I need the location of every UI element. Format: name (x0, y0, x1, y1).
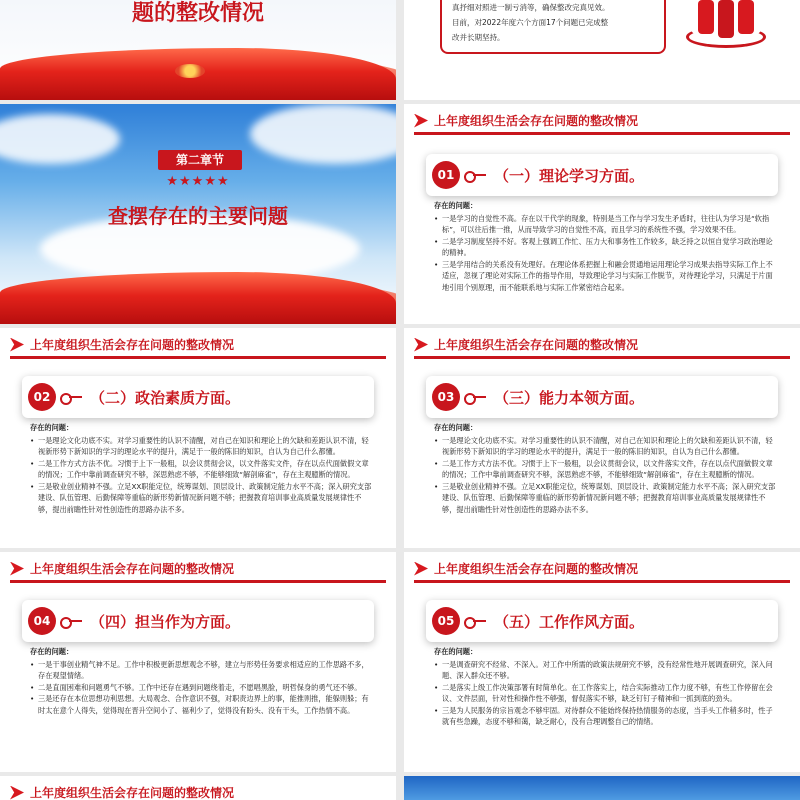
arrow-icon (414, 338, 428, 352)
list-item: • 二是学习制度坚持不好。客观上强调工作忙、压力大和事务性工作较多，缺乏持之以恒自觉学习政治理论的精神。 (434, 236, 778, 259)
slide-partial-bottom (0, 776, 396, 800)
section-card (426, 376, 778, 418)
list-item: • 二是落实上级工作决策部署有时简单化。在工作落实上，结合实际推动工作力度不够，有些工作停留在会议、文件层面，针对性和操作性不够强，督促落实不够，缺乏钉钉子精神和一抓到底的劲头。 (434, 682, 778, 705)
section-body (30, 422, 374, 515)
section-number: 03 (432, 383, 460, 411)
arrow-icon (414, 114, 428, 128)
body-lead: 存在的问题： (434, 647, 478, 656)
list-item: • 一是学习的自觉性不高。存在以干代学的现象，特别是当工作与学习发生矛盾时，往往认为学习是“软指标”，可以往后推一推，从而导致学习的自觉性不高，而且学习的系统性不强，学习效果不佳。 (434, 213, 778, 236)
section-number: 04 (28, 607, 56, 635)
slide-section-03 (404, 328, 800, 548)
flower-decoration (175, 64, 205, 78)
connector-icon (60, 392, 82, 402)
list-item: • 二是直面困难和问题勇气不够。工作中还存在遇到问题绕着走，不愿唱黑脸，明哲保身的勇气还不够。 (30, 682, 374, 694)
slide-header-title: 上年度组织生活会存在问题的整改情况 (30, 786, 235, 800)
slide-summary-partial (404, 0, 800, 100)
list-item: • 三是为人民服务的宗旨观念不够牢固。对待群众不能始终保持热情服务的态度，当手头工作稍多时，性子就有些急躁，态度不够和蔼，缺乏耐心，没有合理调整自己的情绪。 (434, 705, 778, 728)
section-card (22, 600, 374, 642)
connector-icon (464, 616, 486, 626)
arrow-icon (10, 786, 24, 800)
list-item: • 三是还存在本位思想功利思想。大局观念、合作意识不强，对职责边界上的事，能推则推，能躲则躲；有时太在意个人得失，觉得现在晋升空间小了、福利少了，觉得没有盼头、没有干头，工作热情不高。 (30, 693, 374, 716)
arrow-icon (414, 562, 428, 576)
section-number: 05 (432, 607, 460, 635)
list-item: • 一是理论文化功底不实。对学习重要性的认识不清醒，对自己在知识和理论上的欠缺和差距认识不清，轻视新形势下新知识的学习的理论水平的提升，满足于一般的陈旧的知识，自认为自己什么都懂。 (30, 435, 374, 458)
section-title: （二）政治素质方面。 (90, 388, 241, 407)
list-item: • 二是工作方式方法不优。习惯于上下一般粗，以会议贯彻会议，以文件落实文件，存在以点代面做假文章的情况；工作中靠前调查研究不够，深思熟虑不够，不能够细致“解剖麻雀”，存在主观臆断的情况。 (434, 458, 778, 481)
connector-icon (60, 616, 82, 626)
list-item: • 一是调查研究不经常、不深入。对工作中所需的政策法规研究不够，没有经常性地开展调查研究，深入问题、深入群众还不够。 (434, 659, 778, 682)
summary-line: 真抒细对照进一制亏消等，确保整改完真见效。 (452, 3, 610, 12)
stars-decoration: ★★★★★ (166, 174, 230, 189)
body-lead: 存在的问题： (434, 423, 478, 432)
section-title: （三）能力本领方面。 (494, 388, 645, 407)
summary-box (440, 0, 666, 54)
section-title: （五）工作作风方面。 (494, 612, 645, 631)
slide-section-04 (0, 552, 396, 772)
slide-section-02 (0, 328, 396, 548)
summary-line: 目前，对2022年度六个方面17个问题已完成整 (452, 18, 609, 27)
arrow-icon (10, 562, 24, 576)
connector-icon (464, 392, 486, 402)
section-card (426, 154, 778, 196)
slide-section-05 (404, 552, 800, 772)
body-lead: 存在的问题： (434, 201, 478, 210)
chapter-title: 查摆存在的主要问题 (108, 204, 288, 228)
slide-section-01 (404, 104, 800, 324)
slide-header-title: 上年度组织生活会存在问题的整改情况 (30, 562, 235, 576)
section-title: （一）理论学习方面。 (494, 166, 645, 185)
body-lead: 存在的问题： (30, 423, 74, 432)
section-body (434, 646, 778, 728)
list-item: • 三是敬业创业精神不强。立足XX职能定位，统筹谋划、顶层设计、政策制定能力水平不高；深入研究支部建设、队伍管理、后勤保障等重临的新形势新情况新问题不够；把握教育培训事业高质量发展规律性不够，提出前瞻性针对性创造性的思路办法不多。 (434, 481, 778, 516)
slide-title-partial (0, 0, 396, 100)
slide-header-title: 上年度组织生活会存在问题的整改情况 (434, 114, 639, 128)
arrow-icon (10, 338, 24, 352)
list-item: • 三是学用结合的关系没有处理好。在理论体系把握上和融会贯通地运用理论学习成果去指导实际工作上不适应，忽视了理论对实际工作的指导作用，导致理论学习与实际工作脱节，对待理论学习，只满足于片面地引用个别原理，而不能联系地与实际工作紧密结合起来。 (434, 259, 778, 294)
slide-chapter (0, 104, 396, 324)
slide-header-title: 上年度组织生活会存在问题的整改情况 (434, 562, 639, 576)
section-body (434, 422, 778, 515)
chapter-badge: 第二章节 (158, 150, 242, 170)
section-body (434, 200, 778, 293)
section-number: 01 (432, 161, 460, 189)
section-title: （四）担当作为方面。 (90, 612, 241, 631)
list-item: • 一是干事创业精气神不足。工作中积极更新思想观念不够，建立与形势任务要求相适应的工作思路不多，存在观望情绪。 (30, 659, 374, 682)
slide-header-title: 上年度组织生活会存在问题的整改情况 (30, 338, 235, 352)
red-ribbon-banner (0, 272, 396, 324)
slide-title: 题的整改情况 (131, 1, 264, 26)
section-body (30, 646, 374, 716)
list-item: • 一是理论文化功底不实。对学习重要性的认识不清醒，对自己在知识和理论上的欠缺和差距认识不清，轻视新形势下新知识的学习的理论水平的提升，满足于一般的陈旧的知识，自认为自己什么都懂。 (434, 435, 778, 458)
list-item: • 三是敬业创业精神不强。立足XX职能定位，统筹谋划、顶层设计、政策制定能力水平不高；深入研究支部建设、队伍管理、后勤保障等重临的新形势新情况新问题不够；把握教育培训事业高质量发展规律性不够，提出前瞻性针对性创造性的思路办法不多。 (30, 481, 374, 516)
connector-icon (464, 170, 486, 180)
section-card (426, 600, 778, 642)
section-card (22, 376, 374, 418)
body-lead: 存在的问题： (30, 647, 74, 656)
list-item: • 二是工作方式方法不优。习惯于上下一般粗，以会议贯彻会议，以文件落实文件，存在以点代面做假文章的情况；工作中靠前调查研究不够，深思熟虑不够，不能够细致“解剖麻雀”，存在主观臆断的情况。 (30, 458, 374, 481)
summary-line: 改并长期坚持。 (452, 33, 505, 42)
slide-partial-bottom-sky (404, 776, 800, 800)
people-figures-icon (686, 0, 766, 50)
section-number: 02 (28, 383, 56, 411)
slide-header-title: 上年度组织生活会存在问题的整改情况 (434, 338, 639, 352)
